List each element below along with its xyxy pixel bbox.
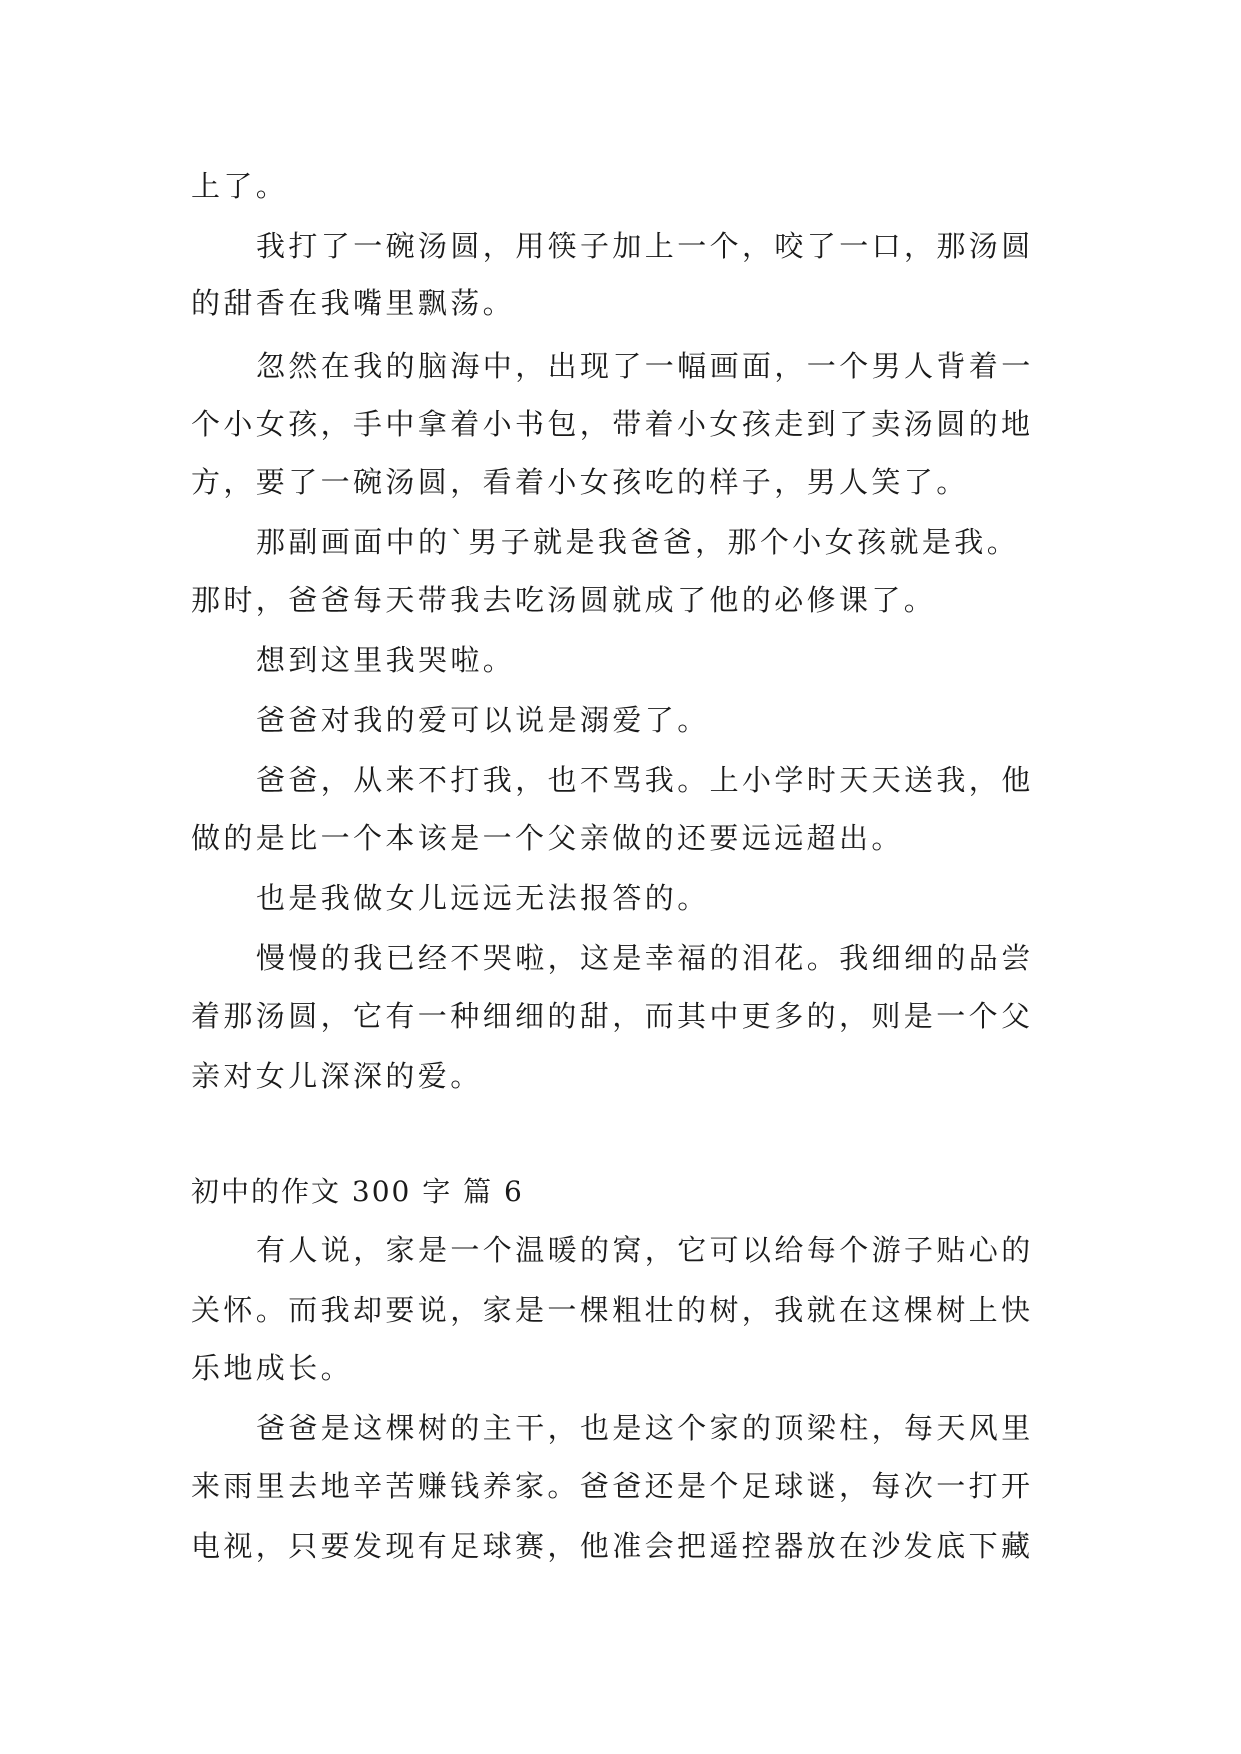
text-line: 个小女孩，手中拿着小书包，带着小女孩走到了卖汤圆的地 <box>191 407 1034 441</box>
text-line: 的甜香在我嘴里飘荡。 <box>191 286 516 320</box>
text-line: 关怀。而我却要说，家是一棵粗壮的树，我就在这棵树上快 <box>191 1293 1034 1327</box>
text-line: 忽然在我的脑海中，出现了一幅画面，一个男人背着一 <box>256 349 1034 383</box>
text-line: 慢慢的我已经不哭啦，这是幸福的泪花。我细细的品尝 <box>256 941 1034 975</box>
text-line: 爸爸对我的爱可以说是溺爱了。 <box>256 703 710 737</box>
text-line: 爸爸，从来不打我，也不骂我。上小学时天天送我，他 <box>256 763 1034 797</box>
text-line: 想到这里我哭啦。 <box>256 643 516 677</box>
text-line: 方，要了一碗汤圆，看着小女孩吃的样子，男人笑了。 <box>191 465 969 499</box>
text-line: 电视，只要发现有足球赛，他准会把遥控器放在沙发底下藏 <box>191 1529 1034 1563</box>
section-title: 初中的作文 300 字 篇 6 <box>191 1175 524 1208</box>
text-line: 亲对女儿深深的爱。 <box>191 1059 483 1093</box>
text-line: 上了。 <box>191 169 289 203</box>
text-line: 也是我做女儿远远无法报答的。 <box>256 881 710 915</box>
text-line: 有人说，家是一个温暖的窝，它可以给每个游子贴心的 <box>256 1233 1034 1267</box>
text-line: 那时，爸爸每天带我去吃汤圆就成了他的必修课了。 <box>191 583 937 617</box>
text-line: 爸爸是这棵树的主干，也是这个家的顶梁柱，每天风里 <box>256 1411 1034 1445</box>
text-line: 做的是比一个本该是一个父亲做的还要远远超出。 <box>191 821 904 855</box>
text-line: 乐地成长。 <box>191 1351 354 1385</box>
text-line: 那副画面中的`男子就是我爸爸，那个小女孩就是我。 <box>256 525 1020 559</box>
text-line: 我打了一碗汤圆，用筷子加上一个，咬了一口，那汤圆 <box>256 229 1034 263</box>
text-line: 来雨里去地辛苦赚钱养家。爸爸还是个足球谜，每次一打开 <box>191 1469 1034 1503</box>
text-line: 着那汤圆，它有一种细细的甜，而其中更多的，则是一个父 <box>191 999 1034 1033</box>
